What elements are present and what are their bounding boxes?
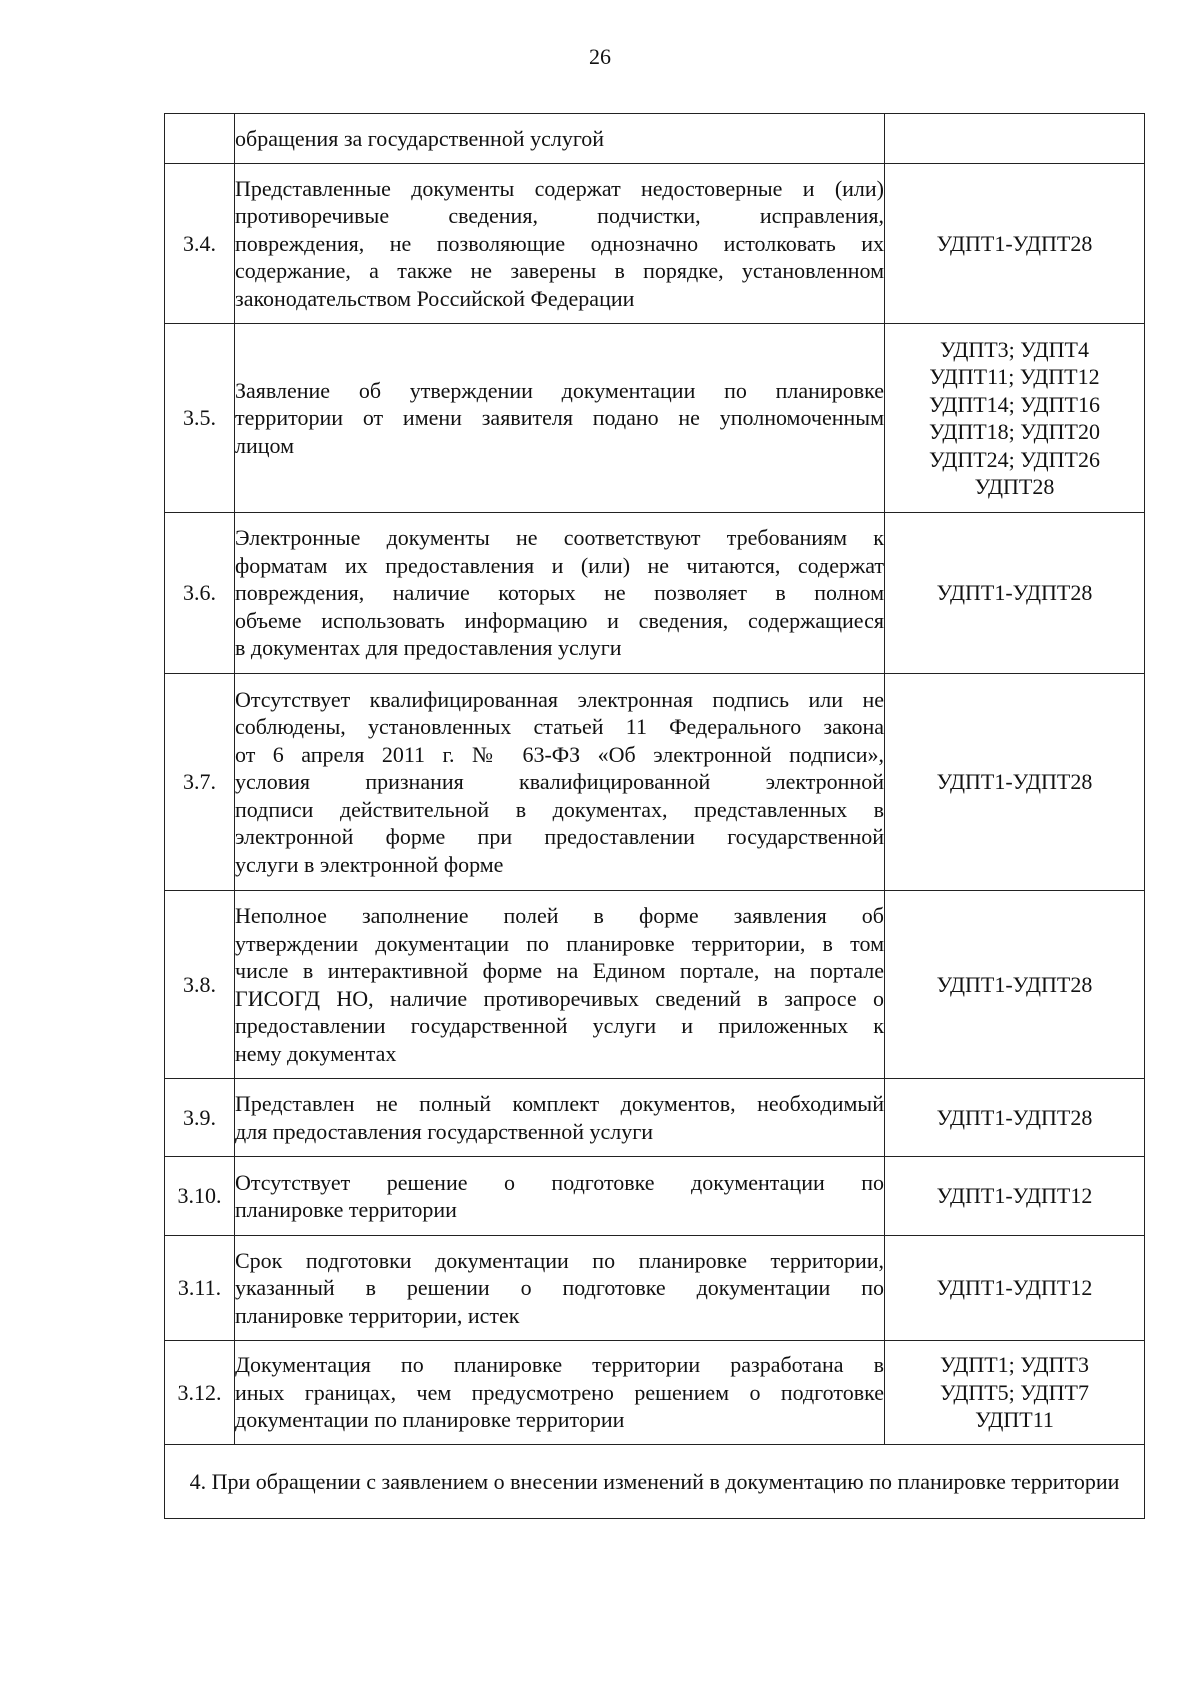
description-line: соблюдены, установленных статьей 11 Федерального закона bbox=[235, 714, 884, 740]
description-line: Представлен не полный комплект документов, необходимый bbox=[235, 1091, 884, 1116]
table-row bbox=[165, 1157, 1145, 1236]
description-line: электронной форме при предоставлении государственной bbox=[235, 824, 884, 850]
row-codes bbox=[885, 1341, 1145, 1445]
row-codes bbox=[885, 1079, 1145, 1157]
table-row bbox=[165, 1236, 1145, 1341]
description-line: лицом bbox=[235, 432, 295, 458]
row-codes bbox=[885, 1236, 1145, 1341]
description-line: нему документах bbox=[235, 1040, 397, 1066]
row-codes bbox=[885, 674, 1145, 891]
row-codes bbox=[885, 891, 1145, 1079]
description-line: Отсутствует решение о подготовке документации по bbox=[235, 1169, 884, 1195]
description-line: территории от имени заявителя подано не уполномоченным bbox=[235, 405, 884, 431]
row-number: 3.11. bbox=[165, 1236, 235, 1341]
row-description bbox=[235, 674, 885, 891]
description-line: объеме использовать информацию и сведения, содержащиеся bbox=[235, 607, 884, 633]
description-line: содержание, а также не заверены в порядке, установленном bbox=[235, 258, 884, 284]
code-line: УДПТ1-УДПТ12 bbox=[936, 1183, 1093, 1209]
row-number: 3.5. bbox=[165, 324, 235, 513]
row-number: 3.8. bbox=[165, 891, 235, 1079]
row-number: 3.6. bbox=[165, 513, 235, 674]
description-line: подписи действительной в документах, представленных в bbox=[235, 796, 884, 822]
code-line: УДПТ14; УДПТ16 bbox=[929, 391, 1100, 417]
code-line: УДПТ5; УДПТ7 bbox=[940, 1379, 1089, 1405]
row-description bbox=[235, 114, 885, 164]
table-row bbox=[165, 114, 1145, 164]
code-line: УДПТ24; УДПТ26 bbox=[929, 446, 1100, 472]
description-line: предоставлении государственной услуги и приложенных к bbox=[235, 1013, 884, 1038]
description-line: форматам их предоставления и (или) не читаются, содержат bbox=[235, 552, 884, 578]
row-number bbox=[165, 114, 235, 164]
description-line: указанный в решении о подготовке документации по bbox=[235, 1275, 884, 1301]
description-line: Заявление об утверждении документации по планировке bbox=[235, 377, 884, 403]
description-line: Срок подготовки документации по планировке территории, bbox=[235, 1247, 884, 1273]
page-number: 26 bbox=[589, 44, 611, 69]
row-description bbox=[235, 164, 885, 324]
description-line: числе в интерактивной форме на Едином портале, на портале bbox=[235, 958, 884, 983]
description-line: обращения за государственной услугой bbox=[235, 125, 605, 151]
table-row bbox=[165, 891, 1145, 1079]
table-row bbox=[165, 164, 1145, 324]
row-description bbox=[235, 1079, 885, 1157]
row-description bbox=[235, 1236, 885, 1341]
table-row bbox=[165, 1341, 1145, 1445]
row-description bbox=[235, 324, 885, 513]
description-line: планировке территории, истек bbox=[235, 1302, 520, 1328]
table-row bbox=[165, 1079, 1145, 1157]
code-line: УДПТ1-УДПТ28 bbox=[936, 230, 1093, 256]
table-row bbox=[165, 513, 1145, 674]
description-line: иных границах, чем предусмотрено решением о подготовке bbox=[235, 1379, 884, 1405]
row-number: 3.10. bbox=[165, 1157, 235, 1236]
description-line: Документация по планировке территории разработана в bbox=[235, 1352, 884, 1378]
row-number: 3.12. bbox=[165, 1341, 235, 1445]
description-line: планировке территории bbox=[235, 1197, 457, 1222]
row-codes bbox=[885, 324, 1145, 513]
description-line: для предоставления государственной услуги bbox=[235, 1118, 654, 1144]
row-number: 3.7. bbox=[165, 674, 235, 891]
description-line: в документах для предоставления услуги bbox=[235, 635, 622, 661]
description-line: Представленные документы содержат недостоверные и (или) bbox=[235, 175, 884, 201]
description-line: законодательством Российской Федерации bbox=[235, 285, 635, 311]
code-line: УДПТ1-УДПТ28 bbox=[936, 971, 1093, 997]
requirements-table bbox=[164, 113, 1145, 1519]
code-line: УДПТ11 bbox=[975, 1407, 1054, 1433]
row-codes bbox=[885, 114, 1145, 164]
code-line: УДПТ1; УДПТ3 bbox=[940, 1352, 1089, 1378]
row-description bbox=[235, 1341, 885, 1445]
description-line: условия признания квалифицированной электронной bbox=[235, 769, 884, 795]
description-line: Отсутствует квалифицированная электронная подпись или не bbox=[235, 686, 884, 712]
code-line: УДПТ3; УДПТ4 bbox=[940, 336, 1089, 362]
description-line: повреждения, наличие которых не позволяет в полном bbox=[235, 580, 884, 606]
row-codes bbox=[885, 164, 1145, 324]
code-line: УДПТ28 bbox=[974, 474, 1055, 499]
section-row bbox=[165, 1445, 1145, 1519]
code-line: УДПТ11; УДПТ12 bbox=[929, 364, 1100, 389]
row-description bbox=[235, 891, 885, 1079]
description-line: Неполное заполнение полей в форме заявления об bbox=[235, 903, 884, 928]
code-line: УДПТ18; УДПТ20 bbox=[929, 419, 1100, 444]
row-description bbox=[235, 1157, 885, 1236]
section-heading: 4. При обращении с заявлением о внесении изменений в документацию по планировке территории bbox=[165, 1445, 1145, 1519]
description-line: от 6 апреля 2011 г. № 63-ФЗ «Об электронной подписи», bbox=[235, 741, 884, 767]
code-line: УДПТ1-УДПТ28 bbox=[936, 1104, 1093, 1130]
description-line: повреждения, не позволяющие однозначно истолковать их bbox=[235, 230, 884, 256]
description-line: утверждении документации по планировке территории, в том bbox=[235, 930, 884, 956]
description-line: ГИСОГД НО, наличие противоречивых сведений в запросе о bbox=[235, 985, 884, 1011]
row-number: 3.9. bbox=[165, 1079, 235, 1157]
row-number: 3.4. bbox=[165, 164, 235, 324]
description-line: Электронные документы не соответствуют требованиям к bbox=[235, 525, 884, 551]
description-line: услуги в электронной форме bbox=[235, 851, 504, 877]
row-description bbox=[235, 513, 885, 674]
code-line: УДПТ1-УДПТ28 bbox=[936, 580, 1093, 606]
table-row bbox=[165, 324, 1145, 513]
code-line: УДПТ1-УДПТ12 bbox=[936, 1275, 1093, 1301]
code-line: УДПТ1-УДПТ28 bbox=[936, 769, 1093, 795]
description-line: документации по планировке территории bbox=[235, 1407, 625, 1433]
row-codes bbox=[885, 513, 1145, 674]
description-line: противоречивые сведения, подчистки, исправления, bbox=[235, 203, 884, 229]
table-row bbox=[165, 674, 1145, 891]
row-codes bbox=[885, 1157, 1145, 1236]
